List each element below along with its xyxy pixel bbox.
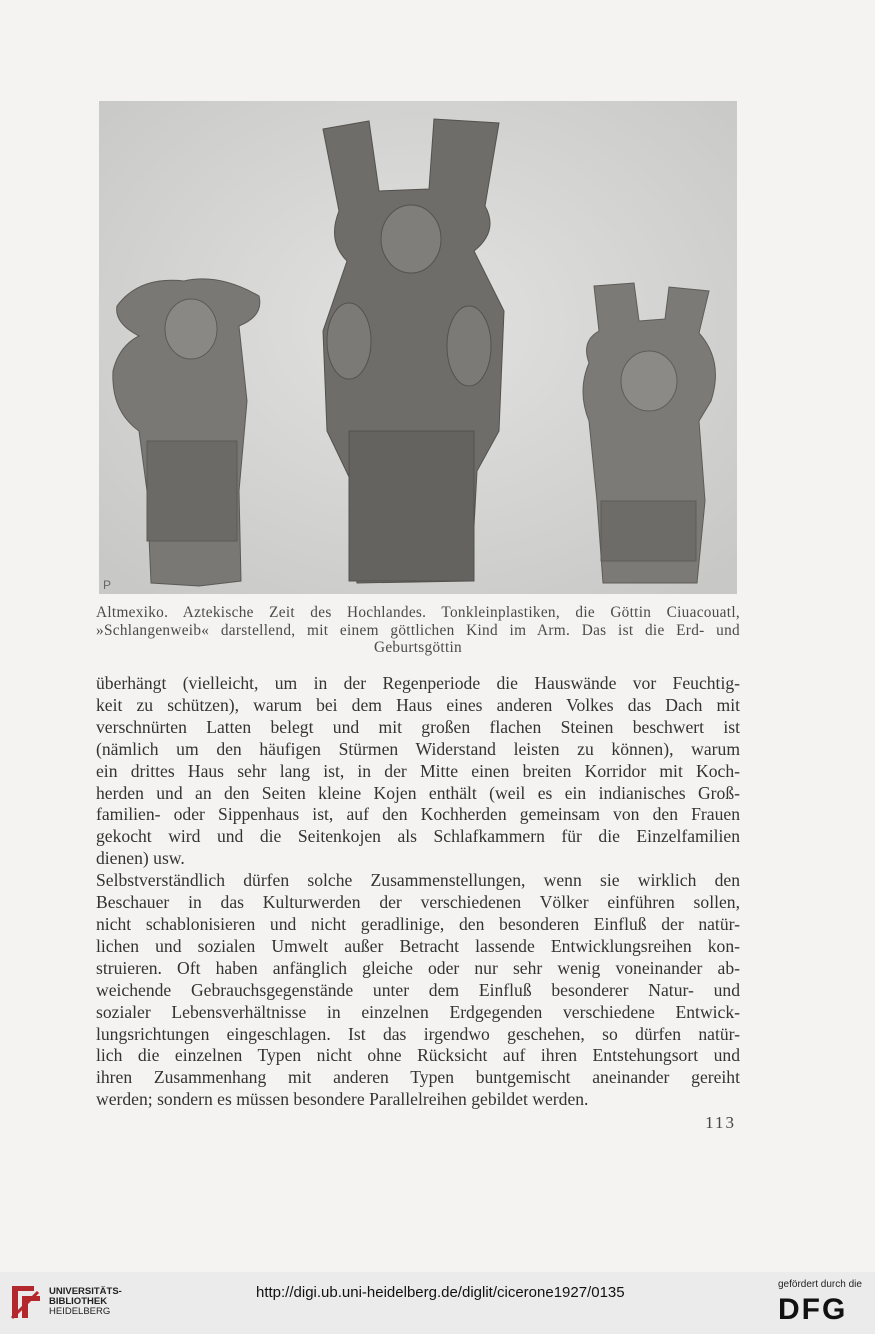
viewer-footer (0, 1272, 875, 1334)
library-name-line: BIBLIOTHEK (49, 1296, 108, 1307)
funding-note: gefördert durch die (778, 1279, 862, 1290)
page-number: 113 (705, 1113, 736, 1132)
text-line: überhängt (vielleicht, um in der Regenperiode die Hauswände vor Feuchtig- (96, 673, 740, 693)
text-line: Selbstverständlich dürfen solche Zusammenstellungen, wenn sie wirklich den (96, 870, 740, 891)
text-line: lich die einzelnen Typen nicht ohne Rücksicht auf ihren Entstehungsort und (96, 1045, 740, 1066)
dfg-logo[interactable]: DFG (778, 1293, 848, 1326)
text-line: lichen und sozialen Umwelt außer Betracht lassende Entwicklungsreihen kon- (96, 935, 740, 956)
text-line: ein drittes Haus sehr lang ist, in der Mitte einen breiten Korridor mit Koch- (96, 760, 740, 781)
permalink-url[interactable]: http://digi.ub.uni-heidelberg.de/diglit/cicerone1927/0135 (256, 1284, 625, 1301)
figurines-photo (99, 101, 737, 594)
text-line: ihren Zusammenhang mit anderen Typen buntgemischt aneinander gereiht (96, 1067, 740, 1088)
body-text (96, 673, 740, 1111)
text-line: (nämlich um den häufigen Stürmen Widerstand leisten zu können), warum (96, 738, 740, 759)
university-library-logo-icon[interactable] (8, 1282, 44, 1322)
text-line: herden und an den Seiten kleine Kojen enthält (weil es ein indianisches Groß- (96, 782, 740, 803)
photo-plate (99, 101, 737, 594)
text-line: familien- oder Sippenhaus ist, auf den Kochherden gemeinsam von den Frauen (96, 804, 740, 825)
text-line: werden; sondern es müssen besondere Parallelreihen gebildet werden. (96, 1089, 589, 1110)
text-line: Beschauer in das Kulturwerden der verschiedenen Völker einführen sollen, (96, 892, 740, 913)
text-line: gekocht wird und die Seitenkojen als Schlafkammern für die Einzelfamilien (96, 826, 740, 847)
text-line: nicht schablonisieren und nicht geradlinige, den besonderen Einfluß der natür- (96, 913, 740, 934)
plate-stamp: P (103, 578, 112, 592)
text-line: weichende Gebrauchsgegenstände unter dem Einfluß besonderer Natur- und (96, 979, 740, 1000)
figure-caption (96, 604, 740, 657)
text-line: lungsrichtungen eingeschlagen. Ist das irgendwo geschehen, so dürfen natür- (96, 1023, 740, 1044)
library-name-line: UNIVERSITÄTS- (49, 1286, 122, 1297)
text-line: dienen) usw. (96, 848, 185, 869)
figurine-right (583, 283, 715, 583)
text-line: struieren. Oft haben anfänglich gleiche oder nur sehr wenig voneinander ab- (96, 957, 740, 978)
library-name[interactable] (49, 1287, 122, 1317)
library-name-line: HEIDELBERG (49, 1306, 111, 1317)
caption-line: Altmexiko. Aztekische Zeit des Hochlandes. Tonkleinplastiken, die Göttin Ciuacouatl, (96, 604, 740, 621)
text-line: sozialer Lebensverhältnisse in einzelnen Erdgegenden verschiedene Entwick- (96, 1001, 740, 1022)
text-line: keit zu schützen), warum bei dem Haus eines anderen Volkes das Dach mit (96, 694, 740, 715)
caption-line: »Schlangenweib« darstellend, mit einem göttlichen Kind im Arm. Das ist die Erd- und (96, 621, 740, 639)
caption-line: Geburtsgöttin (373, 639, 463, 656)
text-line: verschnürten Latten belegt und mit großen flachen Steinen beschwert ist (96, 716, 740, 737)
